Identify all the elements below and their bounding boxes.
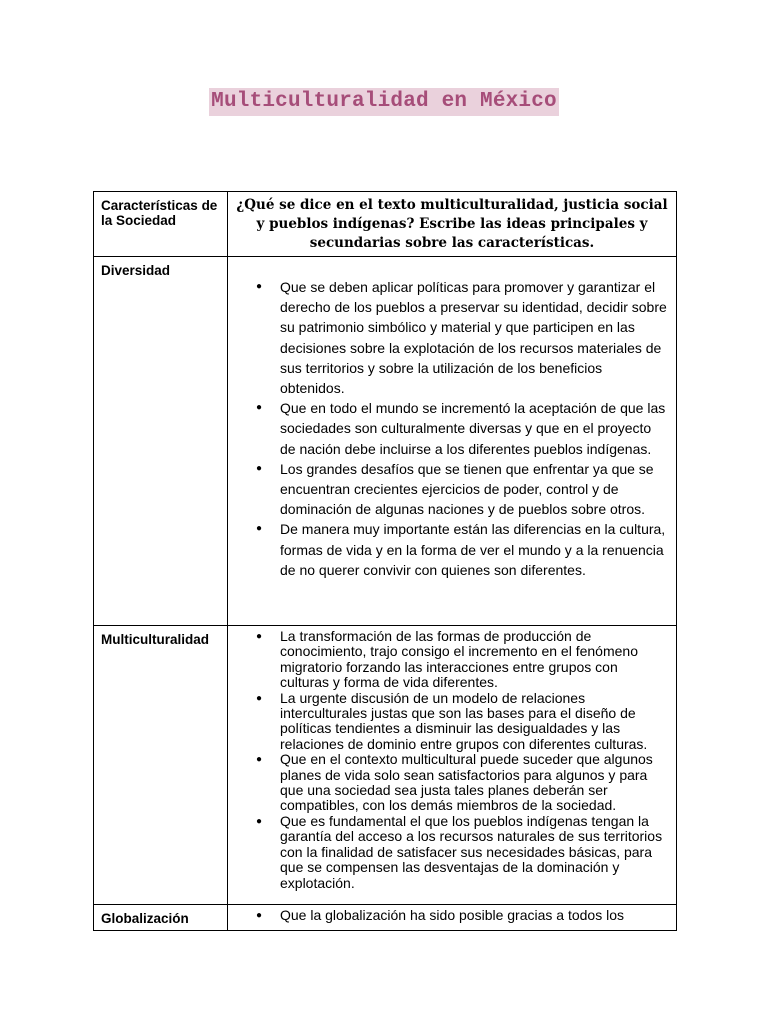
list-item: ● Que en el contexto multicultural puede suceder que algunos planes de vida solo sean satisfactorios para algunos y para que una sociedad sea justa tales planes deberán ser compatibles, con los demás miembros de la sociedad. [228,752,676,814]
row-label-diversidad: Diversidad [101,263,171,278]
header-cell-question [228,192,677,257]
list-item: ● Que la globalización ha sido posible gracias a todos los [228,908,676,923]
header-question: ¿Qué se dice en el texto multiculturalidad, justicia social y pueblos indígenas? Escribe las ideas principales y secundarias sobre las características. [236,197,668,251]
row-label-multiculturalidad: Multiculturalidad [101,632,209,647]
bullet-list-diversidad [228,277,676,580]
row-label-globalizacion: Globalización [101,911,189,926]
list-item: ● Que se deben aplicar políticas para promover y garantizar el derecho de los pueblos a preservar su identidad, decidir sobre su patrimonio simbólico y material y que participen en las decisiones sobre la explotación de los recursos materiales de sus territorios y sobre la utilización de los beneficios obtenidos. [228,277,676,398]
row-content-cell [228,905,677,931]
table-row-multiculturalidad [94,626,677,905]
table-row-diversidad [94,257,677,626]
table-header-row [94,192,677,257]
row-label-cell [94,905,228,931]
row-content-cell [228,626,677,905]
list-item: ● Que en todo el mundo se incrementó la aceptación de que las sociedades son culturalmente diversas y que en el proyecto de nación debe incluirse a los diferentes pueblos indígenas. [228,398,676,459]
list-item: ● Los grandes desafíos que se tienen que enfrentar ya que se encuentran crecientes ejercicios de poder, control y de dominación de algunas naciones y de pueblos sobre otros. [228,459,676,520]
bullet-list-multiculturalidad [228,629,676,891]
page-title: Multiculturalidad en México [209,88,559,116]
bullet-list-globalizacion [228,908,676,923]
row-label-cell [94,257,228,626]
row-label-cell [94,626,228,905]
table-row-globalizacion [94,905,677,931]
header-label-characteristics: Características de la Sociedad [101,198,218,228]
list-item: ● La urgente discusión de un modelo de relaciones interculturales justas que son las bases para el diseño de políticas tendientes a disminuir las desigualdades y las relaciones de dominio entre grupos con diferentes culturas. [228,691,676,753]
title-container [0,88,768,116]
header-cell-characteristics [94,192,228,257]
list-item: ● La transformación de las formas de producción de conocimiento, trajo consigo el incremento en el fenómeno migratorio forzando las interacciones entre grupos con culturas y forma de vida diferentes. [228,629,676,691]
characteristics-table [93,191,677,931]
row-content-cell [228,257,677,626]
list-item: ● De manera muy importante están las diferencias en la cultura, formas de vida y en la forma de ver el mundo y a la renuencia de no querer convivir con quienes son diferentes. [228,519,676,580]
list-item: ● Que es fundamental el que los pueblos indígenas tengan la garantía del acceso a los recursos naturales de sus territorios con la finalidad de satisfacer sus necesidades básicas, para que se compensen las desventajas de la dominación y explotación. [228,814,676,891]
